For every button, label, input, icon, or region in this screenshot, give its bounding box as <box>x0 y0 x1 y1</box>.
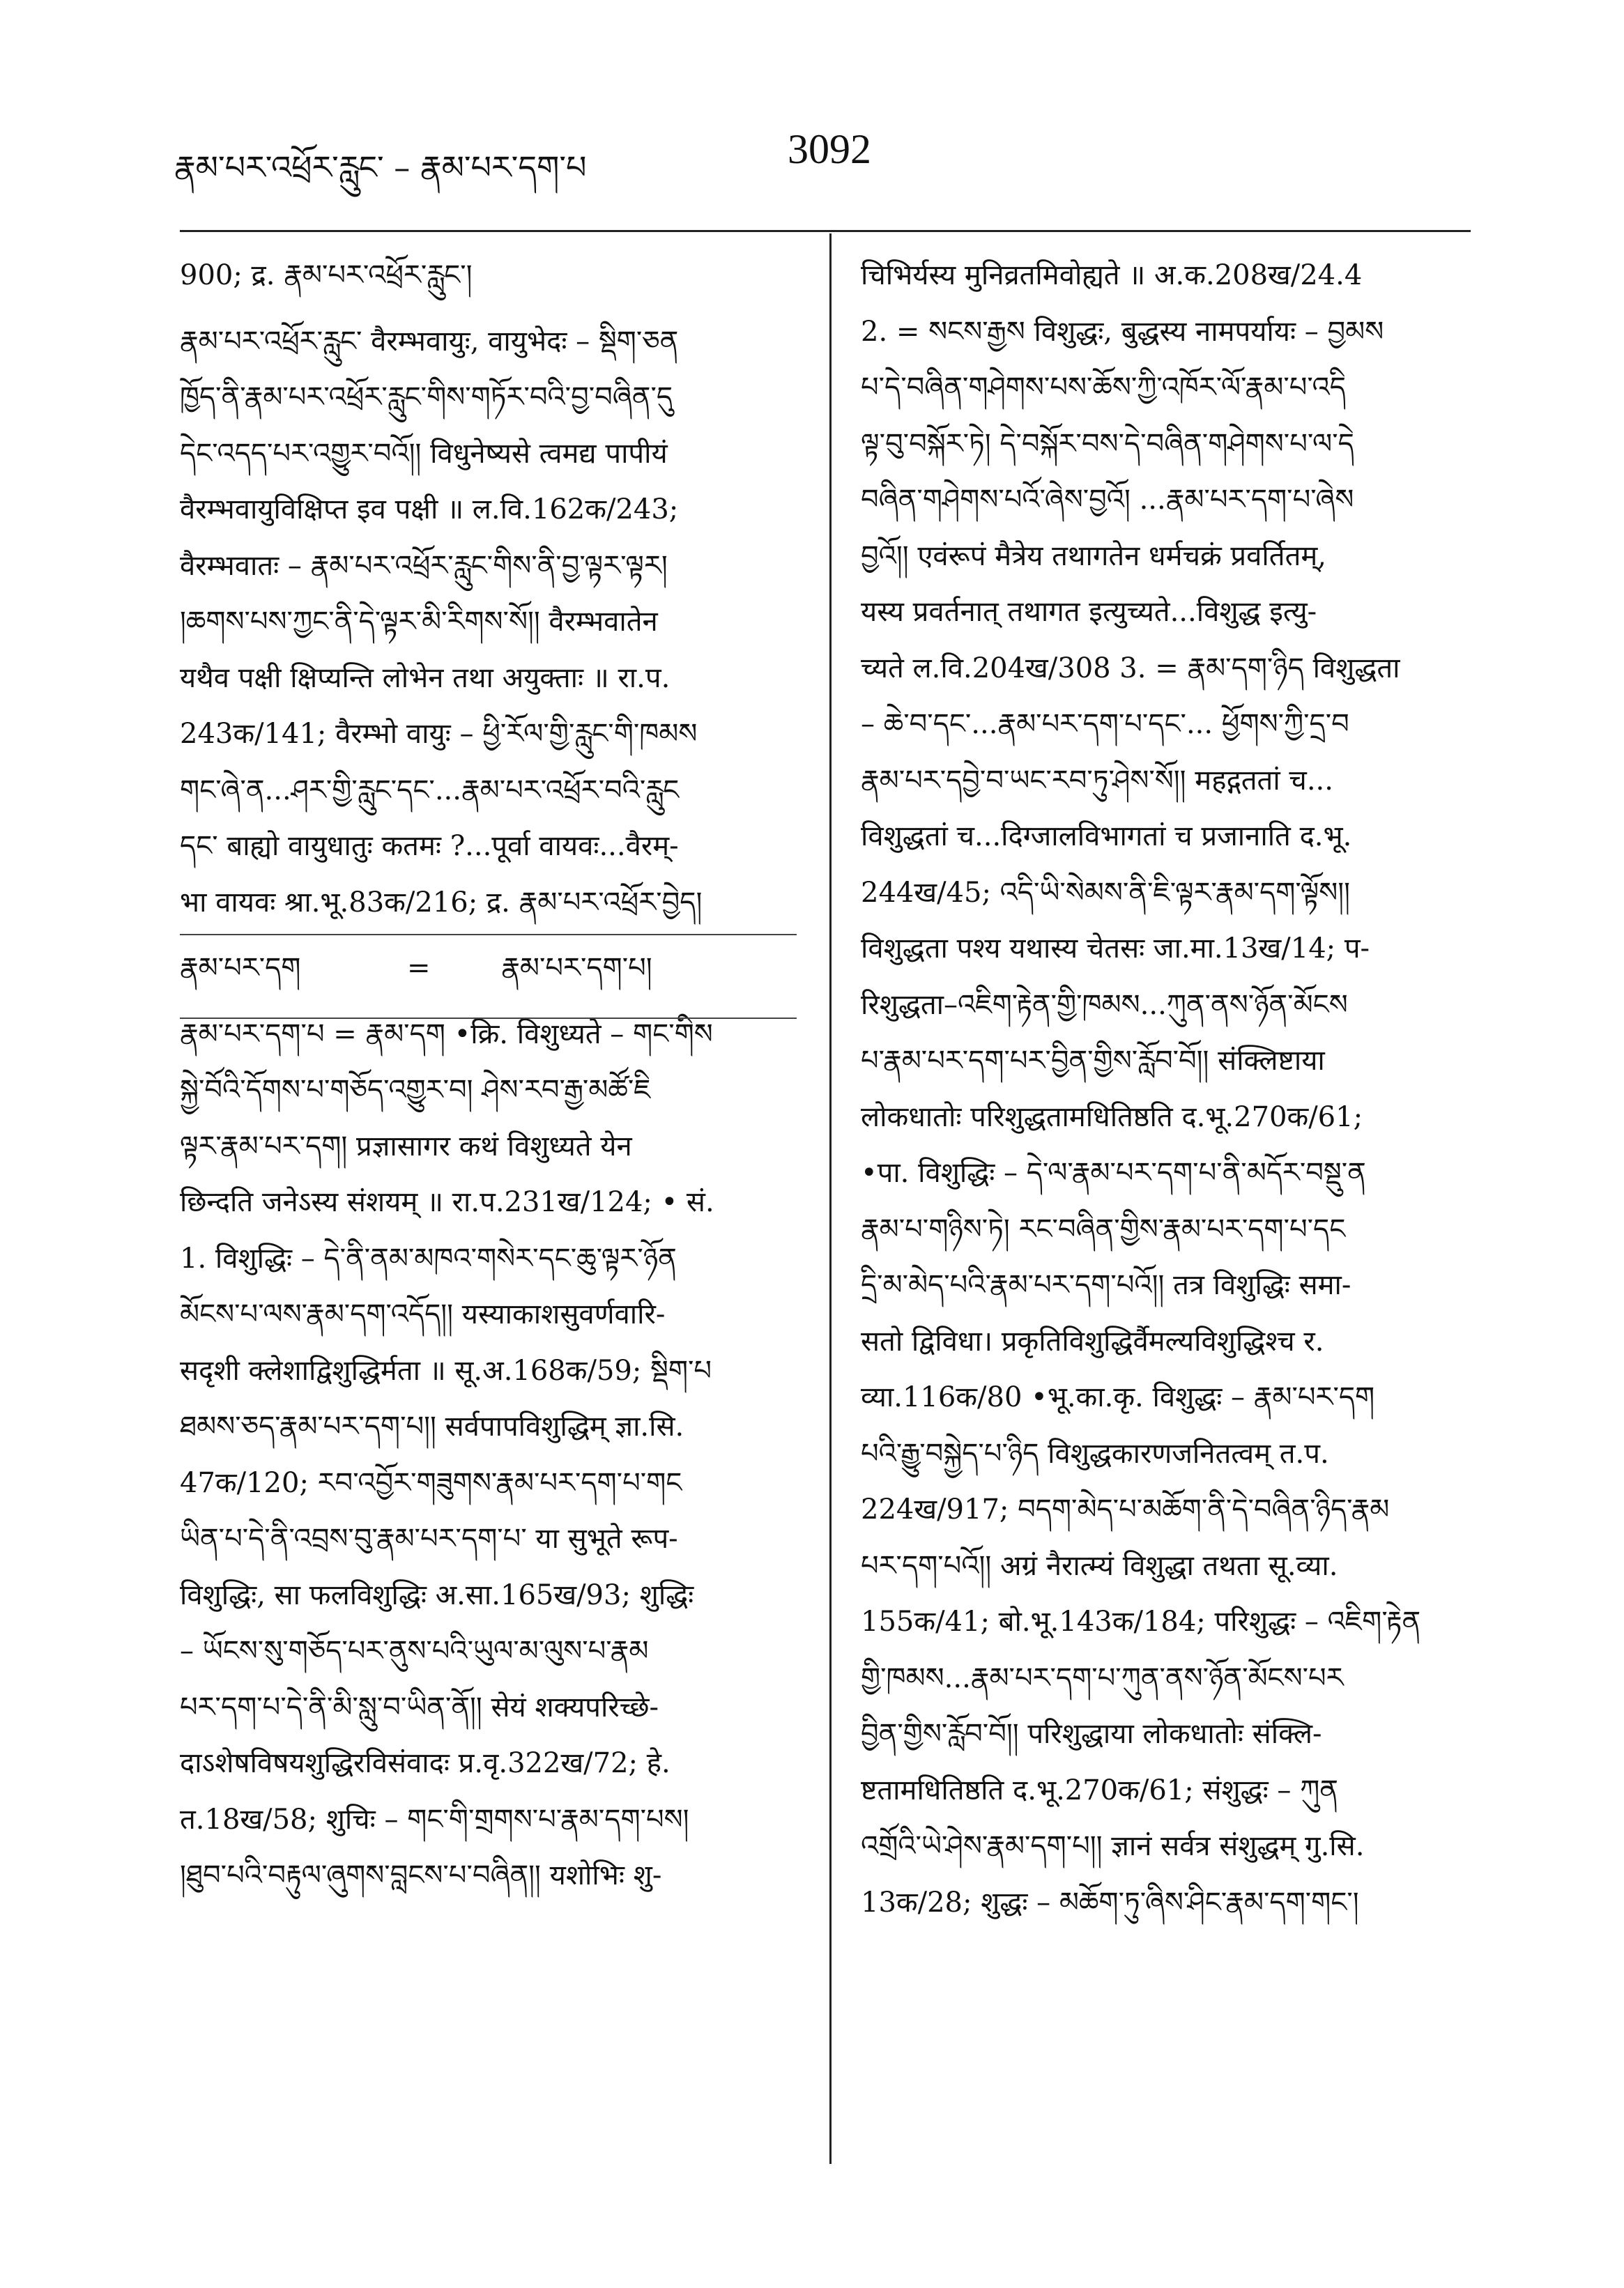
text-line: 1. विशुद्धिः – དེ་ནི་ནམ་མཁའ་གསེར་དང་ཆུ་ལྟར་ཉོན <box>180 1242 677 1275</box>
text-line: वैरम्भवातः – རྣམ་པར་འཕྲོར་རླུང་གིས་ནི་བྱ་ལྟར་ལྟར། <box>180 549 668 582</box>
page-header <box>0 105 1624 188</box>
text-line: भा वायवः श्रा.भू.83क/216; द्र. རྣམ་པར་འཕྲོར་བྱེད། <box>180 886 703 919</box>
header-rule <box>180 230 1471 232</box>
text-line: वैरम्भवायुविक्षिप्त इव पक्षी ॥ ल.वि.162क/243; <box>180 493 679 525</box>
text-line: རྣམ་པ་གཉིས་ཏེ། རང་བཞིན་གྱིས་རྣམ་པར་དག་པ་དང <box>861 1213 1346 1245</box>
text-line: लोकधातोः परिशुद्धतामधितिष्ठति द.भू.270क/61; <box>861 1100 1363 1133</box>
text-line: दाऽशेषविषयशुद्धिरविसंवादः प्र.वृ.322ख/72; हे. <box>180 1747 671 1779</box>
text-line: བཞིན་གཤེགས་པའོ་ཞེས་བྱའོ། ...རྣམ་པར་དག་པ་ཞེས <box>861 484 1354 516</box>
left-column <box>180 247 797 1904</box>
text-line: པར་དག་པ་དེ་ནི་མི་སླུ་བ་ཡིན་ནོ།། सेयं शक्यपरिच्छे- <box>180 1691 659 1723</box>
entry-separator <box>180 1018 797 1019</box>
text-line: सतो द्विविधा। प्रकृतिविशुद्धिर्वैमल्यविशुद्धिश्च र. <box>861 1325 1324 1358</box>
text-line: 243क/141; वैरम्भो वायुः – ཕྱི་རོལ་གྱི་རླུང་གི་ཁམས <box>180 718 698 750</box>
text-line: ཁྱོད་ནི་རྣམ་པར་འཕྲོར་རླུང་གིས་གཏོར་བའི་བྱ་བཞིན་དུ <box>180 381 673 413</box>
text-line: པ་དེ་བཞིན་གཤེགས་པས་ཆོས་ཀྱི་འཁོར་ལོ་རྣམ་པ་འདི <box>861 371 1346 404</box>
text-line: ལྟར་རྣམ་པར་དག། प्रज्ञासागर कथं विशुध्यते येन <box>180 1130 632 1162</box>
text-line: 13क/28; शुद्धः – མཆོག་ཏུ་ཞིས་ཤིང་རྣམ་དག་གང་། <box>861 1886 1359 1919</box>
text-line: 244ख/45; འདི་ཡི་སེམས་ནི་ཇི་ལྟར་རྣམ་དག་ལྟོས།། <box>861 876 1350 909</box>
text-line: चिभिर्यस्य मुनिव्रतमिवोह्यते ॥ अ.क.208ख/24.4 <box>861 259 1363 291</box>
text-line: གང་ཞེ་ན...ཤར་གྱི་རླུང་དང་...རྣམ་པར་འཕྲོར་བའི་རླུང <box>180 774 680 806</box>
text-line: ཐམས་ཅད་རྣམ་པར་དག་པ།། सर्वपापविशुद्धिम् ज्ञा.सि. <box>180 1411 684 1443</box>
page-number: 3092 <box>788 126 871 172</box>
text-line: པའི་རྒྱུ་བསྐྱེད་པ་ཉིད विशुद्धकारणजनितत्वम् त.प. <box>861 1437 1329 1470</box>
entry-headline: རྣམ་པར་དག = རྣམ་པར་དག་པ། <box>180 952 652 984</box>
text-line: विशुद्धता पश्य यथास्य चेतसः जा.मा.13ख/14; प- <box>861 932 1370 965</box>
text-line: 2. = སངས་རྒྱས विशुद्धः, बुद्धस्य नामपर्यायः – བྱམས <box>861 315 1384 348</box>
text-line: སྐྱེ་བོའི་དོགས་པ་གཅོད་འགྱུར་བ། ཤེས་རབ་རྒྱ་མཚོ་ཇི <box>180 1074 651 1106</box>
text-line: དེང་འདད་པར་འགྱུར་བའོ།། विधुनेष्यसे त्वमद्य पापीयं <box>180 437 668 470</box>
text-line: – ཆེ་བ་དང་...རྣམ་པར་དག་པ་དང་... ཕྱོགས་ཀྱི་དྲ་བ <box>861 708 1349 740</box>
text-line: व्या.116क/80 •भू.का.कृ. विशुद्धः – རྣམ་པར་དག <box>861 1381 1375 1413</box>
text-line: 900; द्र. རྣམ་པར་འཕྲོར་རླུང་། <box>180 259 473 291</box>
column-divider <box>829 233 832 2164</box>
text-line: །ཐུབ་པའི་བརྟུལ་ཞུགས་བླངས་པ་བཞིན།། यशोभिः शु- <box>180 1859 662 1891</box>
text-line: 47क/120; རབ་འབྱོར་གཟུགས་རྣམ་པར་དག་པ་གང <box>180 1466 682 1499</box>
text-line: གྱི་ཁམས...རྣམ་པར་དག་པ་ཀུན་ནས་ཉོན་མོངས་པར <box>861 1661 1344 1694</box>
text-line: 224ख/917; བདག་མེད་པ་མཆོག་ནི་དེ་བཞིན་ཉིད་རྣམ <box>861 1494 1390 1526</box>
text-line: ལྟ་བུ་བསྐོར་ཏེ། དེ་བསྐོར་བས་དེ་བཞིན་གཤེགས་པ་ལ་དེ <box>861 427 1354 460</box>
text-line: ཡིན་པ་དེ་ནི་འབྲས་བུ་རྣམ་པར་དག་པ་ या सुभूते रूप- <box>180 1523 678 1555</box>
text-line: यथैव पक्षी क्षिप्यन्ति लोभेन तथा अयुक्ताः ॥ रा.प. <box>180 661 671 694</box>
text-line: च्यते ल.वि.204ख/308 3. = རྣམ་དག་ཉིད विशुद्धता <box>861 652 1400 684</box>
text-line: त.18ख/58; शुचिः – གང་གི་གྲགས་པ་རྣམ་དག་པས། <box>180 1803 689 1836</box>
entry-separator <box>180 934 797 935</box>
text-line: རྣམ་པར་དབྱེ་བ་ཡང་རབ་ཏུ་ཤེས་སོ།། महद्गततां च... <box>861 764 1333 797</box>
text-line: འགྲོའི་ཡེ་ཤེས་རྣམ་དག་པ།། ज्ञानं सर्वत्र संशुद्धम् गु.सि. <box>861 1830 1365 1862</box>
text-line: विशुद्धतां च...दिग्जालविभागतां च प्रजानाति द.भू. <box>861 820 1352 852</box>
entry-headline: རྣམ་པར་འཕྲོར་རླུང་ वैरम्भवायुः, वायुभेदः – སྡིག་ཅན <box>180 325 679 358</box>
text-line: यस्य प्रवर्तनात् तथागत इत्युच्यते...विशुद्ध इत्यु- <box>861 596 1317 628</box>
text-line: •पा. विशुद्धिः – དེ་ལ་རྣམ་པར་དག་པ་ནི་མདོར་བསྡུ་ན <box>861 1157 1366 1189</box>
text-line: 155क/41; बो.भू.143क/184; परिशुद्धः – འཇིག་རྟེན <box>861 1606 1421 1638</box>
text-line: །ཆགས་པས་ཀྱང་ནི་དེ་ལྟར་མི་རིགས་སོ།། वैरम्भवातेन <box>180 606 658 638</box>
text-line: བྱིན་གྱིས་རློབ་བོ།། परिशुद्धाया लोकधातोः संक्लि- <box>861 1718 1322 1750</box>
text-line: सदृशी क्लेशाद्विशुद्धिर्मता ॥ सू.अ.168क/59; སྡིག་པ <box>180 1354 712 1387</box>
text-line: – ཡོངས་སུ་གཅོད་པར་ནུས་པའི་ཡུལ་མ་ལུས་པ་རྣམ <box>180 1635 649 1667</box>
text-line: པར་དག་པའོ།། अग्रं नैरात्म्यं विशुद्धा तथता सू.व्या. <box>861 1549 1338 1582</box>
text-line: छिन्दति जनेऽस्य संशयम् ॥ रा.प.231ख/124; • सं. <box>180 1186 714 1218</box>
text-line: དང་ बाह्यो वायुधातुः कतमः ?...पूर्वा वायवः...वैरम्- <box>180 830 679 862</box>
text-line: དྲི་མ་མེད་པའི་རྣམ་པར་དག་པའོ།། तत्र विशुद्धिः समा- <box>861 1269 1351 1301</box>
right-column <box>861 247 1478 1930</box>
text-line: विशुद्धिः, सा फलविशुद्धिः अ.सा.165ख/93; शुद्धिः <box>180 1579 694 1611</box>
text-line: रिशुद्धता–འཇིག་རྟེན་གྱི་ཁམས...ཀུན་ནས་ཉོན་མོངས <box>861 988 1348 1021</box>
text-line: པ་རྣམ་པར་དག་པར་བྱིན་གྱིས་རློབ་བོ།། संक्लिष्टाया <box>861 1045 1325 1077</box>
entry-headline: རྣམ་པར་དག་པ = རྣམ་དག •क्रि. विशुध्यते – གང་གིས <box>180 1018 713 1050</box>
running-head: རྣམ་པར་འཕྲོར་རླུང་ – རྣམ་པར་དག་པ <box>174 148 587 186</box>
text-line: ष्टतामधितिष्ठति द.भू.270क/61; संशुद्धः – ཀུན <box>861 1774 1338 1806</box>
text-line: མོངས་པ་ལས་རྣམ་དག་འདོད།། यस्याकाशसुवर्णवारि- <box>180 1298 666 1330</box>
text-line: བྱའོ།། एवंरूपं मैत्रेय तथागतेन धर्मचक्रं प्रवर्तितम्, <box>861 539 1327 572</box>
